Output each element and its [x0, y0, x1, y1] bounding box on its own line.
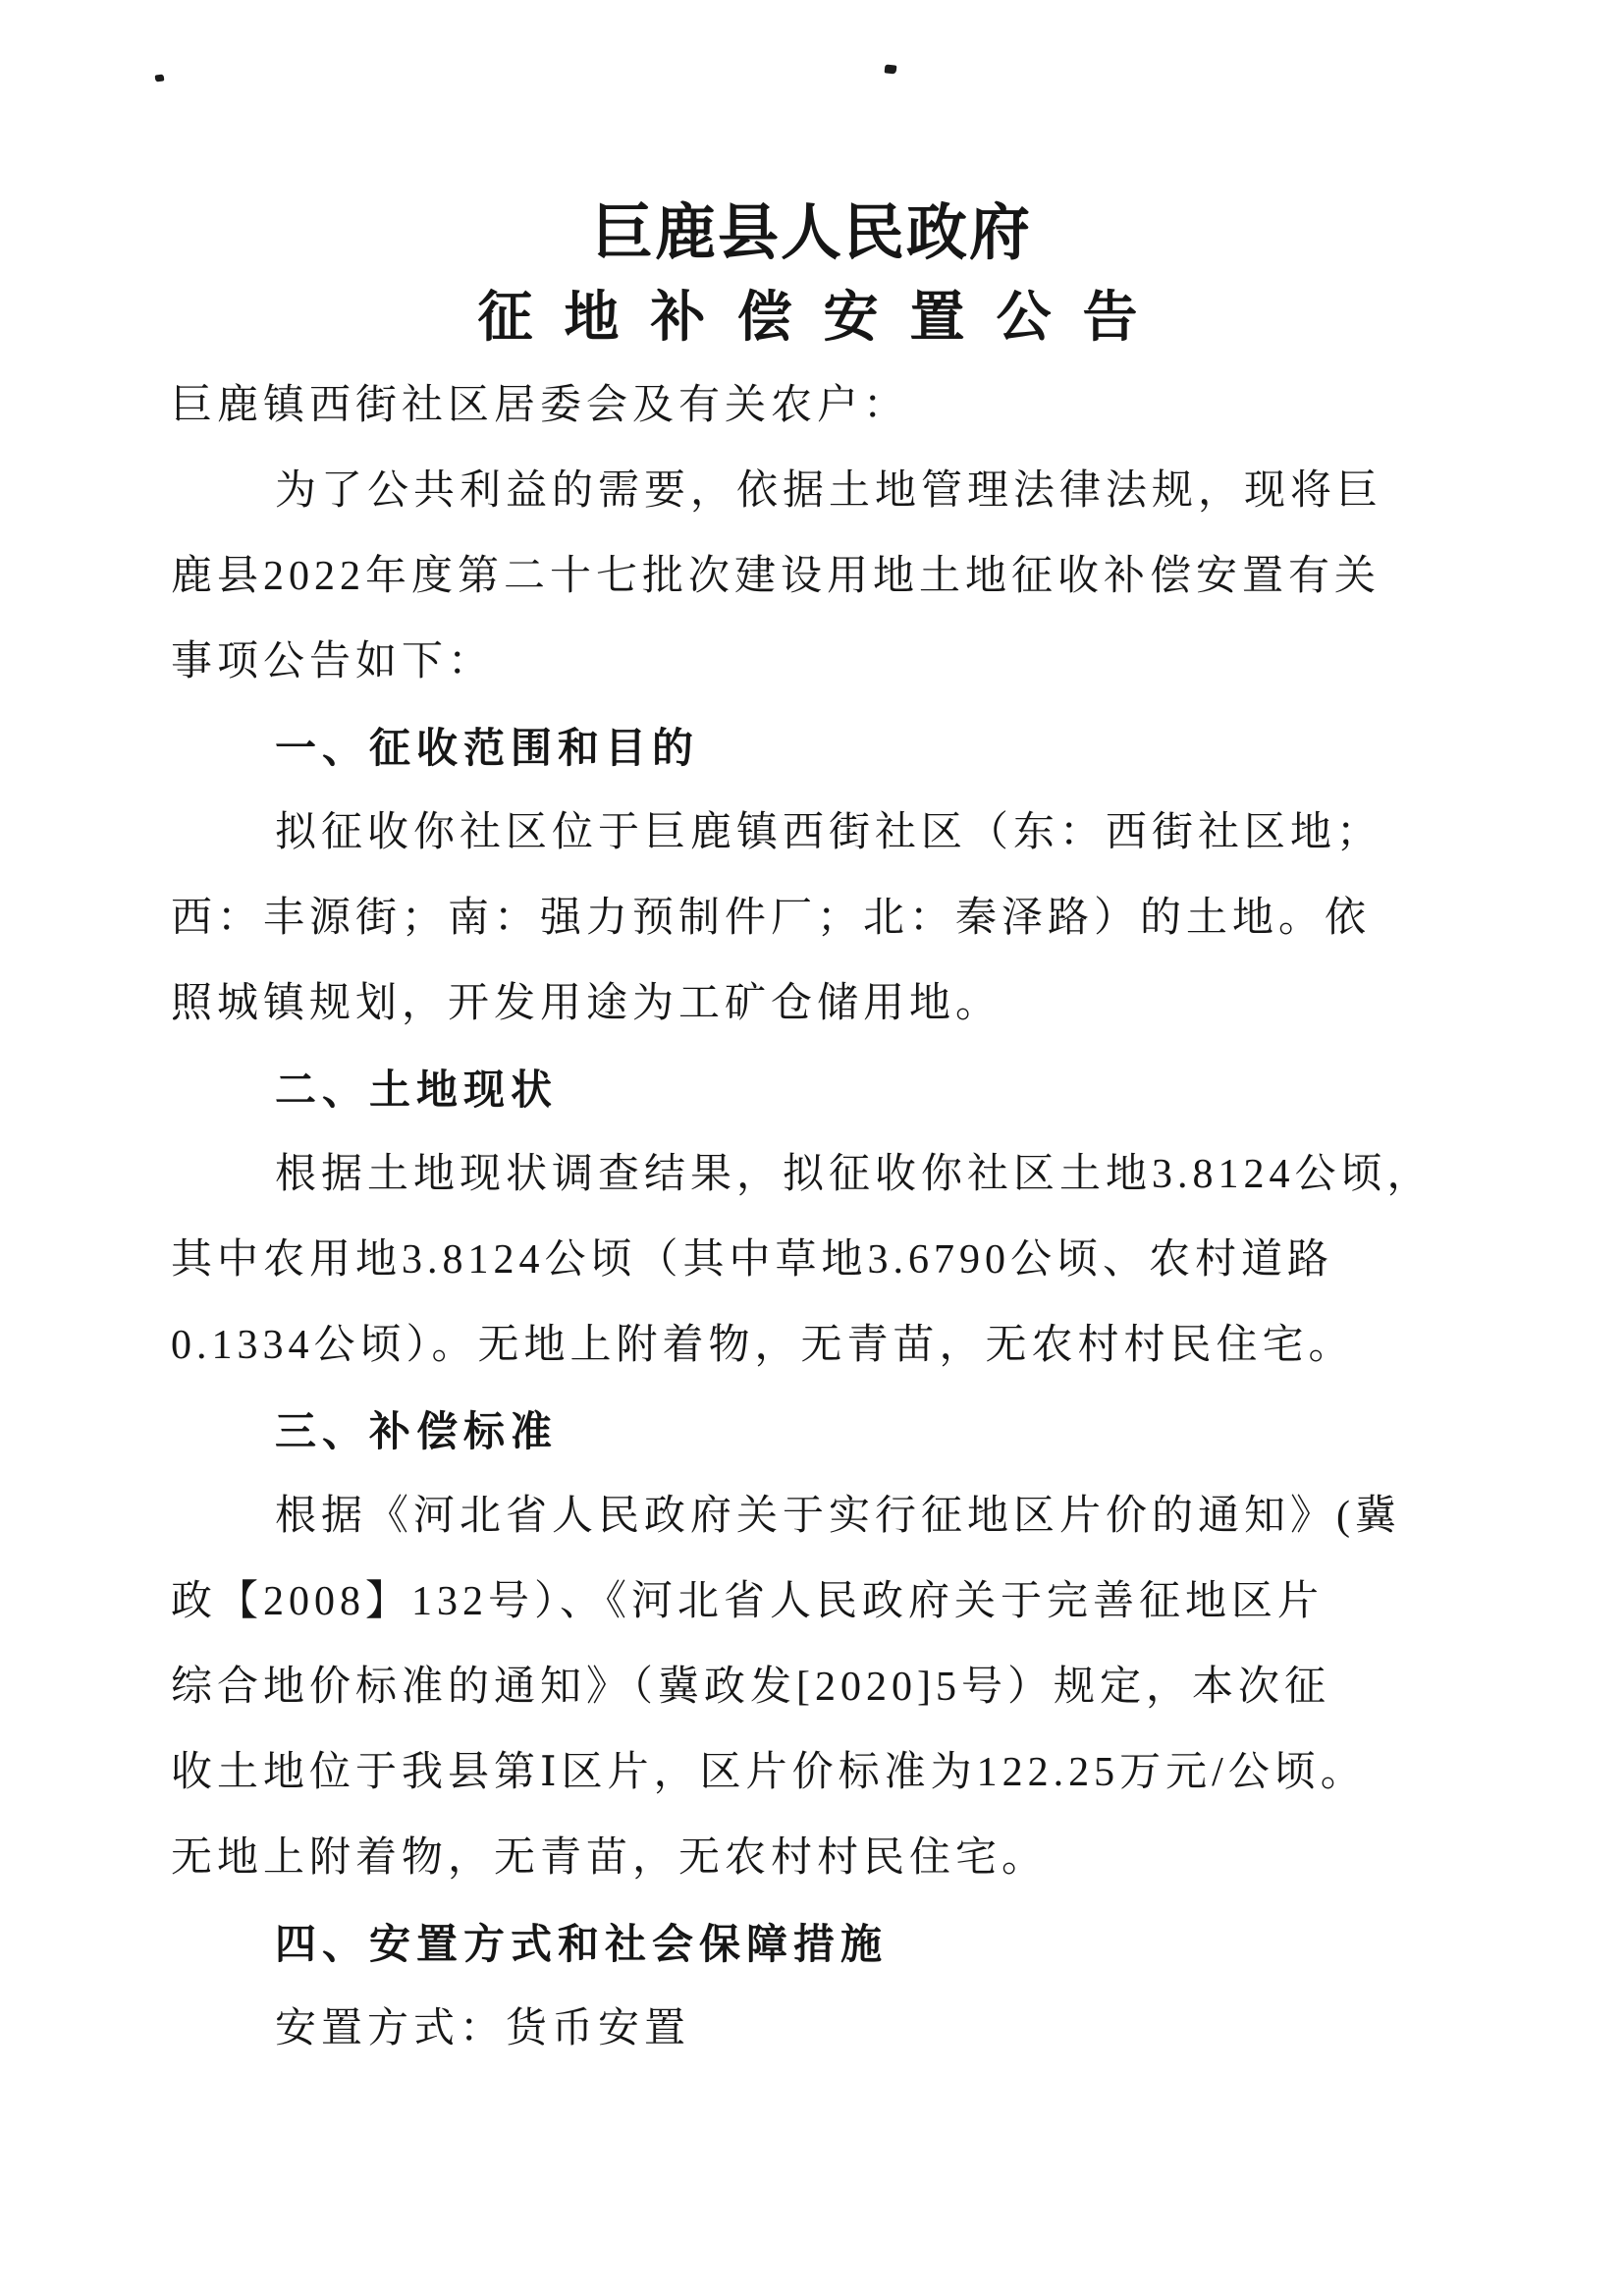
body-line: 拟征收你社区位于巨鹿镇西街社区（东：西街社区地；: [275, 810, 1383, 855]
body-line: 0.1334公顷）。无地上附着物，无青苗，无农村村民住宅。: [171, 1323, 1355, 1368]
body-line: 西：丰源街；南：强力预制件厂；北：秦泽路）的土地。依: [171, 896, 1372, 941]
body-line: 其中农用地3.8124公顷（其中草地3.6790公顷、农村道路: [171, 1237, 1334, 1283]
body-line: 收土地位于我县第Ⅰ区片，区片价标准为122.25万元/公顷。: [171, 1750, 1367, 1795]
section-heading-3: 三、补偿标准: [275, 1408, 559, 1454]
body-line: 无地上附着物，无青苗，无农村村民住宅。: [171, 1835, 1049, 1881]
section-heading-2: 二、土地现状: [275, 1066, 559, 1113]
page-subtitle: 征 地 补 偿 安 置 公 告: [477, 288, 1147, 349]
page-title: 巨鹿县人民政府: [591, 200, 1032, 267]
section-heading-1: 一、征收范围和目的: [275, 725, 700, 771]
scan-artifact-icon: [885, 64, 897, 74]
body-line: 事项公告如下：: [171, 639, 495, 684]
body-line: 安置方式：货币安置: [275, 2006, 691, 2051]
document-body: [171, 363, 1463, 2072]
section-heading-4: 四、安置方式和社会保障措施: [275, 1921, 889, 1967]
body-line: 政【2008】132号）、《河北省人民政府关于完善征地区片: [171, 1579, 1325, 1624]
body-line: 综合地价标准的通知》（冀政发[2020]5号）规定，本次征: [171, 1665, 1330, 1710]
body-line: 照城镇规划，开发用途为工矿仓储用地。: [171, 981, 1002, 1026]
body-line: 根据土地现状调查结果，拟征收你社区土地3.8124公顷，: [275, 1152, 1434, 1197]
salutation-line: 巨鹿镇西街社区居委会及有关农户：: [171, 383, 910, 428]
scan-artifact-icon: [155, 74, 165, 82]
body-line: 为了公共利益的需要，依据土地管理法律法规，现将巨: [275, 468, 1383, 514]
body-line: 鹿县2022年度第二十七批次建设用地土地征收补偿安置有关: [171, 554, 1381, 599]
body-line: 根据《河北省人民政府关于实行征地区片价的通知》(冀: [275, 1494, 1401, 1539]
